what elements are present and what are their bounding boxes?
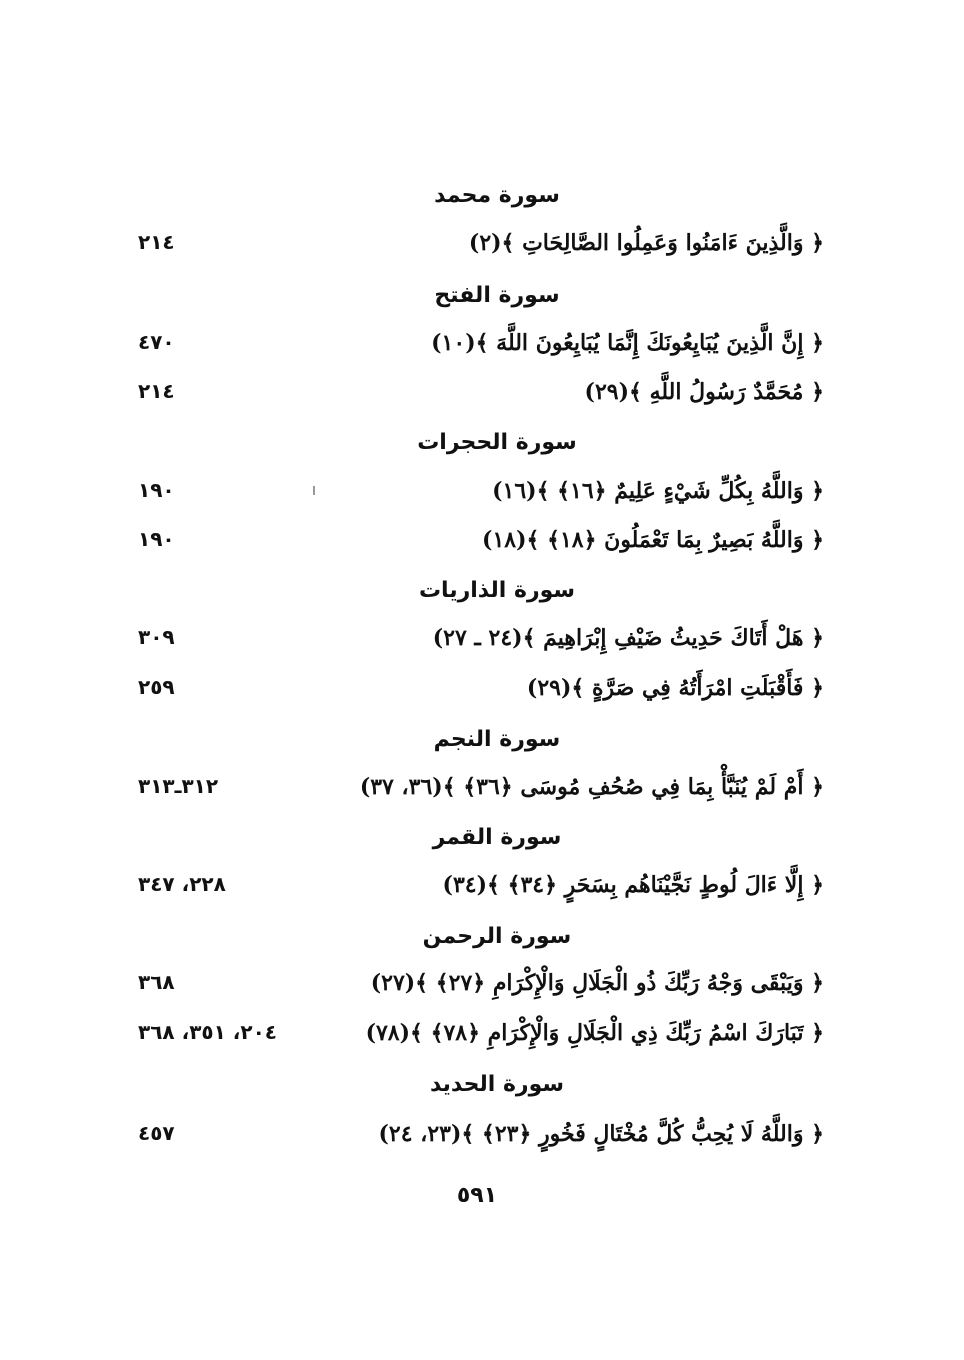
index-entry [0,527,964,567]
index-entry [0,774,964,814]
page-refs: ٣٠٩ [138,625,175,649]
page-refs: ٤٧٠ [138,330,175,354]
page-refs: ٢١٤ [138,379,175,403]
index-entry [0,625,964,665]
surah-title-muhammad: سورة محمد [434,183,560,208]
surah-title-an-najm: سورة النجم [433,727,561,752]
page-refs: ٤٥٧ [138,1121,175,1145]
index-entry [0,230,964,270]
index-entry [0,970,964,1010]
page-refs: ١٩٠ [138,527,175,551]
page-refs: ٢٥٩ [138,675,175,699]
scan-mark [313,486,315,495]
verse-text: ﴿ وَيَبْقَى وَجْهُ رَبِّكَ ذُو الْجَلَالِ وَالْإِكْرَامِ ﴿٢٧﴾ ﴾(٢٧) [370,970,824,996]
verse-text: ﴿ فَأَقْبَلَتِ امْرَأَتُهُ فِي صَرَّةٍ ﴾(٢٩) [526,675,824,701]
index-entry [0,478,964,518]
page-refs: ١٩٠ [138,478,175,502]
surah-title-al-hujurat: سورة الحجرات [417,430,577,455]
index-entry [0,675,964,715]
page-refs: ٢٠٤، ٣٥١، ٣٦٨ [138,1020,277,1044]
index-entry [0,1121,964,1161]
surah-title-ar-rahman: سورة الرحمن [422,924,572,949]
verse-text: ﴿ إِلَّا ءَالَ لُوطٍ نَجَّيْنَاهُم بِسَحَرٍ ﴿٣٤﴾ ﴾(٣٤) [442,872,824,898]
verse-text: ﴿ وَالَّذِينَ ءَامَنُوا وَعَمِلُوا الصَّالِحَاتِ ﴾(٢) [468,230,824,256]
verse-text: ﴿ أَمْ لَمْ يُنَبَّأْ بِمَا فِي صُحُفِ مُوسَى ﴿٣٦﴾ ﴾(٣٦، ٣٧) [359,774,824,800]
verse-text: ﴿ مُحَمَّدٌ رَسُولُ اللَّهِ ﴾(٢٩) [584,379,824,405]
page-refs: ٣٦٨ [138,970,175,994]
surah-title-al-fath: سورة الفتح [434,283,560,308]
index-entry [0,379,964,419]
page-number: ٥٩١ [456,1183,498,1208]
page-refs: ٢٢٨، ٣٤٧ [138,872,226,896]
verse-text: ﴿ وَاللَّهُ بَصِيرٌ بِمَا تَعْمَلُونَ ﴿١٨﴾ ﴾(١٨) [482,527,824,553]
verse-text: ﴿ وَاللَّهُ بِكُلِّ شَيْءٍ عَلِيمٌ ﴿١٦﴾ ﴾(١٦) [492,478,824,504]
verse-text: ﴿ تَبَارَكَ اسْمُ رَبِّكَ ذِي الْجَلَالِ وَالْإِكْرَامِ ﴿٧٨﴾ ﴾(٧٨) [365,1020,824,1046]
surah-title-adh-dhariyat: سورة الذاريات [418,578,576,603]
page-refs: ٢١٤ [138,230,175,254]
index-entry [0,1020,964,1060]
index-entry [0,330,964,370]
index-entry [0,872,964,912]
surah-title-al-hadid: سورة الحديد [429,1072,565,1097]
verse-text: ﴿ وَاللَّهُ لَا يُحِبُّ كُلَّ مُخْتَالٍ فَخُورٍ ﴿٢٣﴾ ﴾(٢٣، ٢٤) [378,1121,824,1147]
page-refs: ٣١٢ـ٣١٣ [138,774,219,798]
verse-text: ﴿ إِنَّ الَّذِينَ يُبَايِعُونَكَ إِنَّمَا يُبَايِعُونَ اللَّهَ ﴾(١٠) [431,330,824,356]
surah-title-al-qamar: سورة القمر [432,825,562,850]
verse-text: ﴿ هَلْ أَتَاكَ حَدِيثُ ضَيْفِ إِبْرَاهِيمَ ﴾(٢٤ ـ ٢٧) [432,625,824,651]
